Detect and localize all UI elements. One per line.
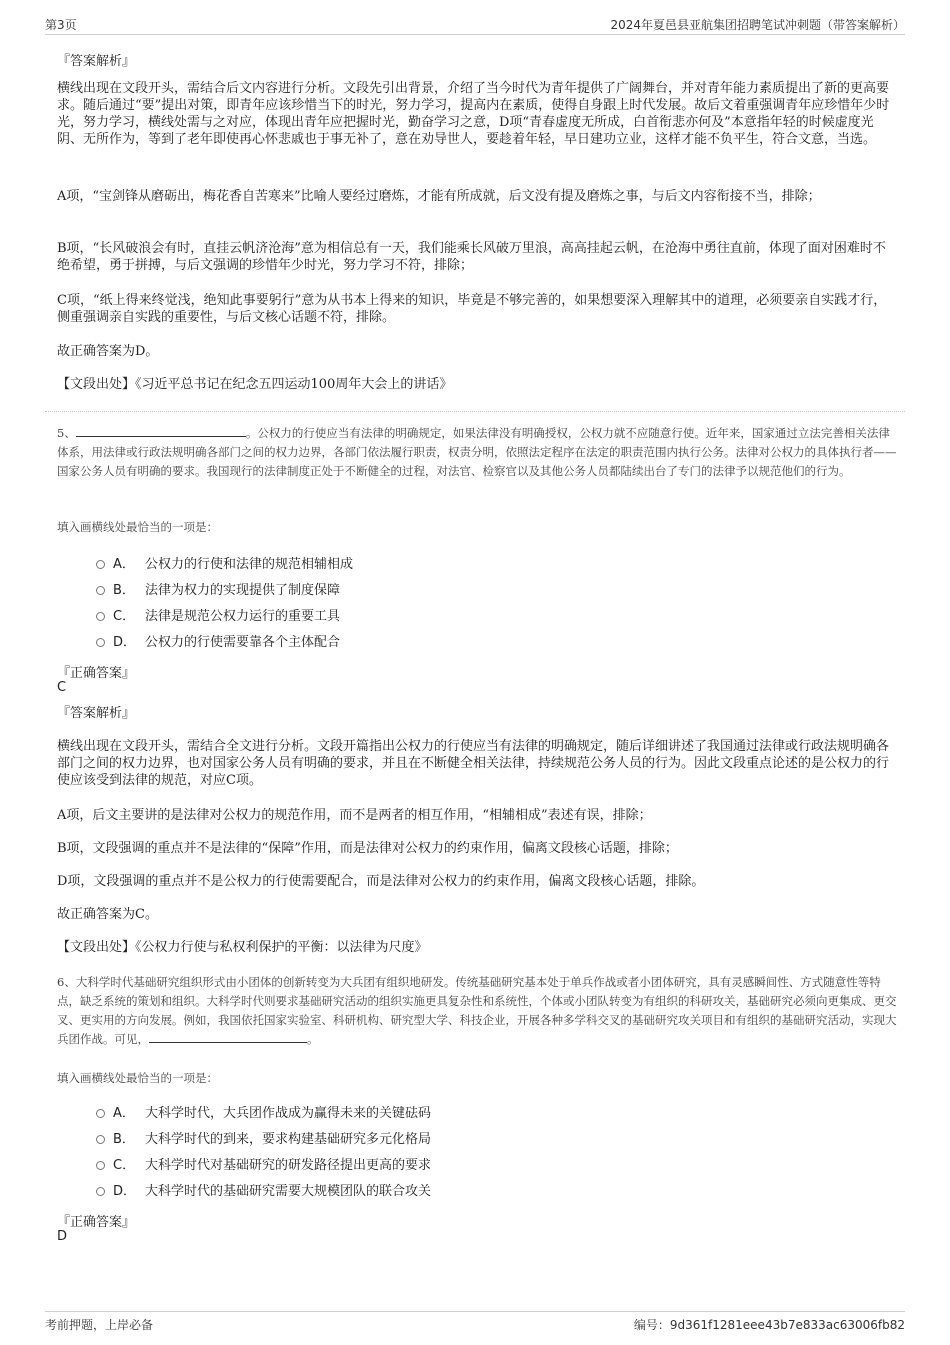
q5-option-c[interactable] <box>96 608 340 625</box>
q5-source: 【文段出处】《公权力行使与私权利保护的平衡：以法律为尺度》 <box>57 940 428 955</box>
option-letter: D． <box>113 1184 137 1199</box>
option-text: 大科学时代的基础研究需要大规模团队的联合攻关 <box>145 1184 432 1199</box>
q5-prompt: 填入画横线处最恰当的一项是： <box>57 520 218 534</box>
radio-icon[interactable] <box>96 586 105 595</box>
document-title: 2024年夏邑县亚航集团招聘笔试冲刺题（带答案解析） <box>610 18 905 32</box>
q6-prompt: 填入画横线处最恰当的一项是： <box>57 1071 218 1085</box>
q4-analysis-title: 『答案解析』 <box>57 54 136 69</box>
option-text: 公权力的行使和法律的规范相辅相成 <box>145 557 354 572</box>
q5-option-d[interactable] <box>96 634 340 651</box>
q5-correct-answer: C <box>57 680 67 695</box>
option-letter: A． <box>113 557 135 572</box>
option-text: 大科学时代，大兵团作战成为赢得未来的关键砝码 <box>145 1106 432 1121</box>
q5-conclusion: 故正确答案为C。 <box>57 907 158 922</box>
radio-icon[interactable] <box>96 1109 105 1118</box>
q4-analysis-text: 横线出现在文段开头，需结合后文内容进行分析。文段先引出背景，介绍了当今时代为青年提供了广阔舞台，并对青年能力素质提出了新的更高要求。随后通过“要”提出对策，即青年应该珍惜当下的时光，努力学习，提高内在素质，使得自身跟上时代发展。故后文着重强调青年应珍惜年少时光，努力学习，横线处需与之对应，体现出青年应把握时光，勤奋学习之意，D项“青春虚度无所成，白首衔悲亦何及”本意指年轻的时候虚度光阴、无所作为，等到了老年即使再心怀悲戚也于事无补了，意在劝导世人，要趁着年轻，早日建功立业，这样才能不负平生，符合文意，当选。 <box>57 81 890 147</box>
q5-option-a[interactable] <box>96 556 353 573</box>
q5-stem <box>57 424 897 481</box>
page-footer <box>45 1311 905 1334</box>
q6-stem-text: 6、大科学时代基础研究组织形式由小团体的创新转变为大兵团有组织地研发。传统基础研究基本处于单兵作战或者小团体研究，具有灵感瞬间性、方式随意性等特点，缺乏系统的策划和组织。大科学时代则要求基础研究活动的组织实施更具复杂性和系统性，个体或小团队转变为有组织的科研攻关，基础研究必须向更集成、更交叉、更实用的方向发展。例如，我国依托国家实验室、科研机构、研究型大学、科技企业，开展各种多学科交叉的基础研究攻关项目和有组织的基础研究活动，实现大兵团作战。可见， <box>57 975 897 1046</box>
q4-source: 【文段出处】《习近平总书记在纪念五四运动100周年大会上的讲话》 <box>57 377 453 392</box>
q6-option-a[interactable] <box>96 1105 431 1122</box>
q5-option-b-analysis: B项，文段强调的重点并不是法律的“保障”作用，而是法律对公权力的约束作用，偏离文段核心话题，排除； <box>57 841 678 856</box>
option-letter: C． <box>113 1158 136 1173</box>
q6-option-c[interactable] <box>96 1157 431 1174</box>
footer-slogan: 考前押题，上岸必备 <box>45 1318 154 1332</box>
q5-stem-text: 。公权力的行使应当有法律的明确规定，如果法律没有明确授权，公权力就不应随意行使。近年来，国家通过立法完善相关法律体系，用法律或行政法规明确各部门之间的权力边界，各部门依法履行职责，权责分明，依照法定程序在法定的职责范围内执行公务。法律对公权力的具体执行者——国家公务人员有明确的要求。我国现行的法律制度正处于不断健全的过程，对法官、检察官以及其他公务人员都陆续出台了专门的法律予以规范他们的行为。 <box>57 426 897 478</box>
option-letter: D． <box>113 635 137 650</box>
q5-option-d-analysis: D项，文段强调的重点并不是公权力的行使需要配合，而是法律对公权力的约束作用，偏离文段核心话题，排除。 <box>57 874 705 889</box>
option-letter: B． <box>113 1132 135 1147</box>
q5-number: 5、 <box>57 426 76 440</box>
q6-stem <box>57 973 897 1049</box>
radio-icon[interactable] <box>96 638 105 647</box>
radio-icon[interactable] <box>96 1161 105 1170</box>
q6-correct-answer: D <box>57 1229 68 1244</box>
radio-icon[interactable] <box>96 1135 105 1144</box>
option-letter: A． <box>113 1106 135 1121</box>
q6-option-b[interactable] <box>96 1131 431 1148</box>
radio-icon[interactable] <box>96 560 105 569</box>
q5-correct-title: 『正确答案』 <box>57 666 136 681</box>
option-text: 法律为权力的实现提供了制度保障 <box>145 583 341 598</box>
q6-stem-end: 。 <box>307 1032 319 1046</box>
option-text: 公权力的行使需要靠各个主体配合 <box>145 635 341 650</box>
q5-option-a-analysis: A项，后文主要讲的是法律对公权力的规范作用，而不是两者的相互作用，“相辅相成”表述有误，排除； <box>57 808 652 823</box>
q4-option-a-analysis: A项，“宝剑锋从磨砺出，梅花香自苦寒来”比喻人要经过磨炼，才能有所成就，后文没有提及磨炼之事，与后文内容衔接不当，排除； <box>57 189 821 204</box>
page-number: 第3页 <box>45 18 77 32</box>
document-id: 编号：9d361f1281eee43b7e833ac63006fb82 <box>633 1318 905 1332</box>
option-text: 大科学时代的到来，要求构建基础研究多元化格局 <box>145 1132 432 1147</box>
q4-option-c-analysis: C项，“纸上得来终觉浅，绝知此事要躬行”意为从书本上得来的知识，毕竟是不够完善的，如果想要深入理解其中的道理，必须要亲自实践才行，侧重强调亲自实践的重要性，与后文核心话题不符，排除。 <box>57 293 887 325</box>
radio-icon[interactable] <box>96 612 105 621</box>
option-text: 法律是规范公权力运行的重要工具 <box>145 609 341 624</box>
radio-icon[interactable] <box>96 1187 105 1196</box>
page-header <box>45 14 905 35</box>
question-divider <box>45 411 905 412</box>
q5-blank <box>76 424 246 437</box>
q4-option-b-analysis: B项，“长风破浪会有时，直挂云帆济沧海”意为相信总有一天，我们能乘长风破万里浪，高高挂起云帆，在沧海中勇往直前，体现了面对困难时不绝希望，勇于拼搏，与后文强调的珍惜年少时光，努力学习不符，排除； <box>57 241 886 273</box>
q5-analysis-text: 横线出现在文段开头，需结合全文进行分析。文段开篇指出公权力的行使应当有法律的明确规定，随后详细讲述了我国通过法律或行政法规明确各部门之间的权力边界，也对国家公务人员有明确的要求，并且在不断健全相关法律，持续规范公务人员的行为。因此文段重点论述的是公权力的行使应该受到法律的规范，对应C项。 <box>57 739 890 788</box>
option-text: 大科学时代对基础研究的研发路径提出更高的要求 <box>145 1158 432 1173</box>
q5-option-b[interactable] <box>96 582 340 599</box>
q6-option-d[interactable] <box>96 1183 431 1200</box>
q6-correct-title: 『正确答案』 <box>57 1215 136 1230</box>
q5-analysis-title: 『答案解析』 <box>57 706 136 721</box>
q4-conclusion: 故正确答案为D。 <box>57 344 159 359</box>
option-letter: C． <box>113 609 136 624</box>
option-letter: B． <box>113 583 135 598</box>
q6-blank <box>149 1030 307 1043</box>
